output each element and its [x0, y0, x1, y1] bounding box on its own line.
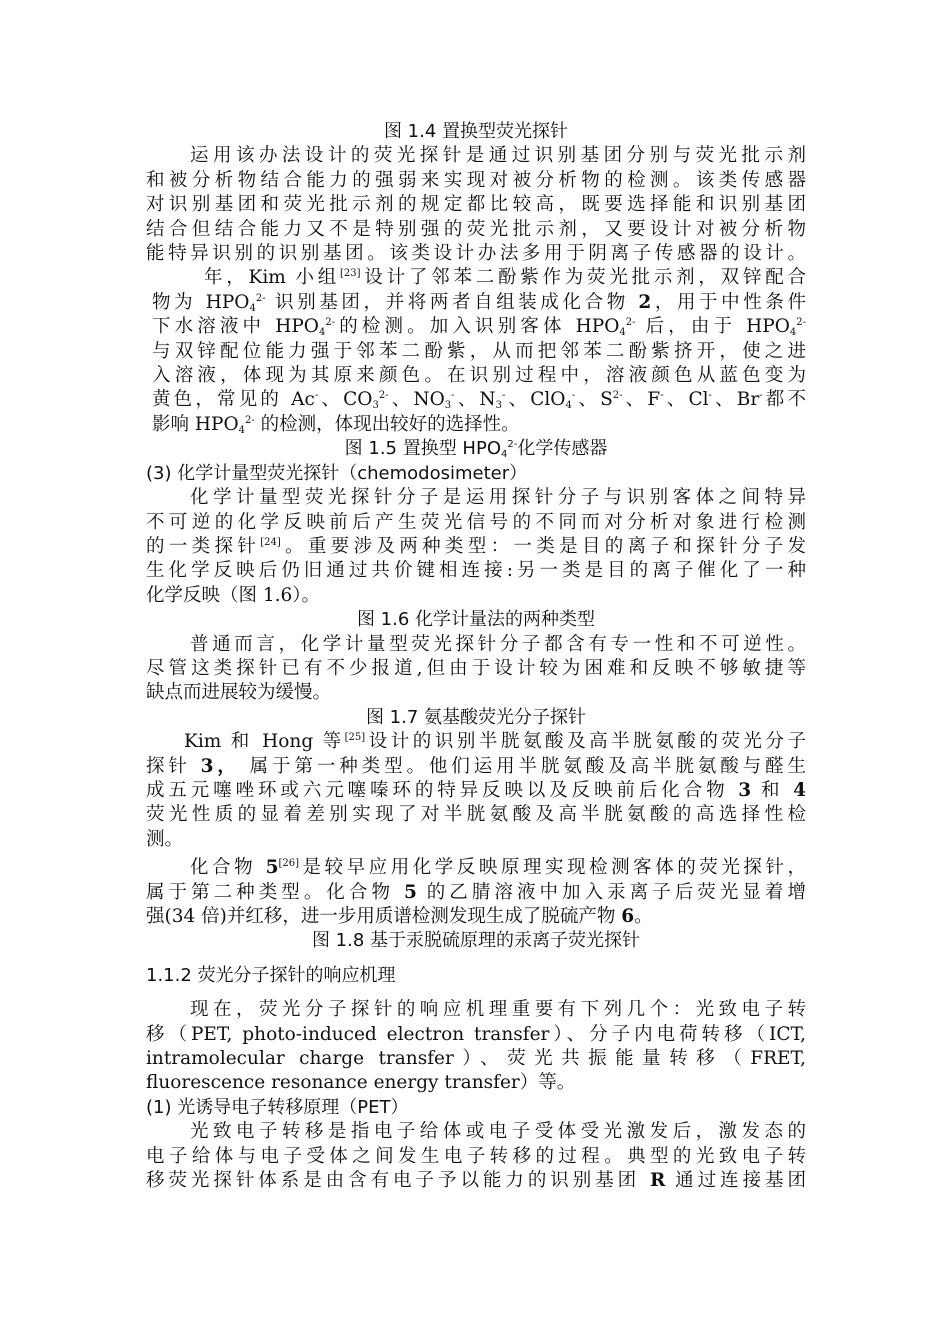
text-span: 。重要涉及两种类型：一类是目的离子和探针分子发: [280, 535, 806, 557]
text-line: 化学反映（图 1.6）。: [146, 584, 321, 606]
subscript: 4: [238, 424, 246, 436]
text-span: 、Br: [711, 389, 760, 411]
superscript: 2-: [612, 390, 623, 402]
text-line: 荧光性质的显着差别实现了对半胱氨酸及高半胱氨酸的高选择性检: [146, 804, 806, 826]
superscript: 2-: [255, 292, 266, 304]
compound-number: 3: [738, 779, 752, 801]
subscript: 4: [318, 327, 326, 339]
text-span: 设计的识别半胱氨酸及高半胱氨酸的荧光分子: [365, 731, 806, 753]
text-span: 下水溶液中 HPO: [152, 316, 319, 338]
superscript: 2-: [378, 390, 389, 402]
superscript: -: [571, 390, 576, 402]
text-line: 现在，荧光分子探针的响应机理重要有下列几个：光致电子转: [190, 999, 806, 1021]
text-span: 物为 HPO: [152, 291, 250, 313]
text-line: [146, 1169, 806, 1193]
text-line: [146, 905, 806, 929]
text-span: 化学传感器: [517, 438, 608, 460]
subscript: 4: [619, 327, 626, 339]
text-line: 能特异识别的识别基团。该类设计办法多用于阴离子传感器的设计。: [146, 243, 806, 265]
subscript: 3: [372, 400, 379, 412]
text-span: 、S: [575, 389, 613, 411]
figure-caption-1-4: 图 1.4 置换型荧光探针: [383, 121, 569, 142]
text-span: 化合物: [190, 857, 266, 879]
compound-number: 4: [793, 779, 806, 801]
subscript: 4: [501, 449, 508, 461]
text-span: 是较早应用化学反映原理实现检测客体的荧光探针，: [298, 857, 806, 879]
subsection-heading-1: (1) 光诱导电子转移原理（PET）: [146, 1096, 409, 1118]
text-line: [146, 856, 806, 880]
compound-number: 2: [638, 291, 652, 313]
text-line: [152, 388, 806, 412]
section-heading-1-1-2: 1.1.2 荧光分子探针的响应机理: [146, 964, 396, 986]
text-span: 、NO: [388, 389, 445, 411]
paragraph-2: [146, 266, 806, 437]
figure-caption-1-5: [146, 437, 806, 461]
text-span: 。: [634, 906, 653, 927]
superscript: -: [759, 390, 763, 402]
compound-number: 5: [265, 857, 279, 879]
text-span: 强(34 倍)并红移，进一步用质谱检测发现生成了脱硫产物: [146, 906, 622, 927]
paragraph-8: [146, 1120, 806, 1193]
text-line: [152, 413, 806, 437]
text-span: 、F: [622, 389, 661, 411]
text-line: 结合但结合能力又不是特别强的荧光批示剂，又要设计对被分析物: [146, 218, 806, 240]
superscript: -: [708, 390, 712, 402]
text-line: 电子给体与电子受体之间发生电子转移的过程。典型的光致电子转: [146, 1145, 806, 1167]
text-span: 通过连接基团: [665, 1170, 806, 1192]
text-line: 不可逆的化学反映前后产生荧光信号的不同而对分析对象进行检测: [146, 511, 806, 533]
figure-caption-1-8: 图 1.8 基于汞脱硫原理的汞离子荧光探针: [311, 930, 641, 952]
paragraph-5: [146, 730, 806, 852]
text-line: 和被分析物结合能力的强弱来实现对被分析物的检测。该类传感器: [146, 169, 806, 191]
superscript: -: [314, 390, 319, 402]
text-line: [146, 730, 806, 754]
compound-number: 5: [403, 881, 417, 903]
citation: [24]: [260, 536, 281, 548]
paragraph-7: [146, 998, 806, 1096]
citation: [23]: [340, 268, 361, 280]
superscript: 2-: [625, 317, 636, 329]
text-line: [146, 779, 806, 803]
text-span: 、N: [454, 389, 496, 411]
superscript: 2-: [507, 439, 518, 451]
text-line: [146, 881, 806, 905]
text-span: 识别基团，并将两者自组装成化合物: [275, 291, 639, 313]
text-line: intramolecular charge transfer）、荧光共振能量转移（FRET,: [146, 1048, 806, 1070]
subscript: 3: [495, 400, 502, 412]
superscript: -: [451, 390, 455, 402]
superscript: 2-: [325, 317, 336, 329]
paragraph-1: [146, 144, 806, 266]
text-line: 入溶液，体现为其原来颜色。在识别过程中，溶液颜色从蓝色变为: [152, 365, 806, 387]
text-span: 的检测。加入识别客体 HPO: [335, 316, 620, 338]
text-span: 年，Kim 小组: [204, 267, 341, 289]
paragraph-6: [146, 856, 806, 929]
superscript: -: [501, 390, 506, 402]
text-line: [146, 535, 806, 559]
text-span: Kim 和 Hong 等: [184, 731, 345, 753]
text-line: [152, 291, 806, 315]
text-line: [152, 266, 806, 290]
text-span: ，用于中性条件: [651, 291, 806, 313]
text-span: 影响 HPO: [152, 413, 239, 435]
text-line: [152, 315, 806, 339]
text-line: 光致电子转移是指电子给体或电子受体受光激发后，激发态的: [190, 1121, 806, 1143]
text-line: 普通而言，化学计量型荧光探针分子都含有专一性和不可逆性。: [190, 633, 806, 655]
text-line: 对识别基团和荧光批示剂的规定都比较高，既要选择能和识别基团: [146, 194, 806, 216]
superscript: 2-: [245, 414, 255, 426]
document-page: [146, 120, 806, 1193]
text-line: 尽管这类探针已有不少报道,但由于设计较为困难和反映不够敏捷等: [146, 657, 806, 679]
paragraph-3: [146, 486, 806, 608]
subscript: 3: [444, 400, 452, 412]
text-span: 成五元噻唑环或六元噻嗪环的特异反映以及反映前后化合物: [146, 779, 739, 801]
text-line: 移（PET, photo-induced electron transfer）、分子内电荷转移（ICT,: [146, 1023, 806, 1045]
text-line: 运用该办法设计的荧光探针是通过识别基团分别与荧光批示剂: [190, 145, 806, 167]
citation: [26]: [278, 858, 299, 870]
text-span: 探针: [146, 755, 201, 777]
superscript: 2-: [796, 317, 806, 329]
text-span: 属于第一种类型。他们运用半胱氨酸及高半胱氨酸与醛生: [239, 755, 806, 777]
figure-caption-1-7: 图 1.7 氨基酸荧光分子探针: [365, 706, 587, 728]
text-span: 、Cl: [663, 389, 709, 411]
text-span: 图 1.5 置换型 HPO: [344, 438, 501, 460]
text-span: 属于第二种类型。化合物: [146, 881, 404, 903]
compound-number: 3，: [200, 755, 240, 777]
text-span: 、ClO: [505, 389, 566, 411]
text-line: [146, 755, 806, 779]
text-line: 与双锌配位能力强于邻苯二酚紫，从而把邻苯二酚紫挤开，使之进: [152, 340, 806, 362]
subsection-heading-3: (3) 化学计量型荧光探针（chemodosimeter）: [146, 462, 528, 484]
group-label: R: [649, 1170, 666, 1192]
superscript: -: [660, 390, 664, 402]
text-line: 缺点而进展较为缓慢。: [146, 682, 332, 704]
text-span: 的检测，体现出较好的选择性。: [260, 413, 520, 435]
paragraph-4: [146, 633, 806, 706]
compound-number: 6: [621, 906, 635, 927]
subscript: 4: [249, 302, 256, 314]
subscript: 4: [565, 400, 572, 412]
text-span: 移荧光探针体系是由含有电子予以能力的识别基团: [146, 1170, 650, 1192]
text-span: 的一类探针: [146, 535, 261, 557]
text-span: 的乙腈溶液中加入汞离子后荧光显着增: [416, 881, 806, 903]
subscript: 4: [789, 327, 797, 339]
figure-caption-1-6: 图 1.6 化学计量法的两种类型: [356, 609, 596, 631]
citation: [25]: [344, 732, 366, 744]
text-span: 和: [751, 779, 794, 801]
text-line: fluorescence resonance energy transfer）等。: [146, 1072, 576, 1094]
text-span: 设计了邻苯二酚紫作为荧光批示剂，双锌配合: [360, 267, 806, 289]
text-line: 化学计量型荧光探针分子是运用探针分子与识别客体之间特异: [190, 487, 806, 509]
text-span: 都不: [762, 389, 806, 411]
text-line: 测。: [146, 828, 184, 850]
text-span: 后，由于 HPO: [645, 316, 790, 338]
text-line: 生化学反映后仍旧通过共价键相连接:另一类是目的离子催化了一种: [146, 560, 806, 582]
text-span: 黄色，常见的 Ac: [152, 389, 315, 411]
text-span: 、CO: [318, 389, 373, 411]
